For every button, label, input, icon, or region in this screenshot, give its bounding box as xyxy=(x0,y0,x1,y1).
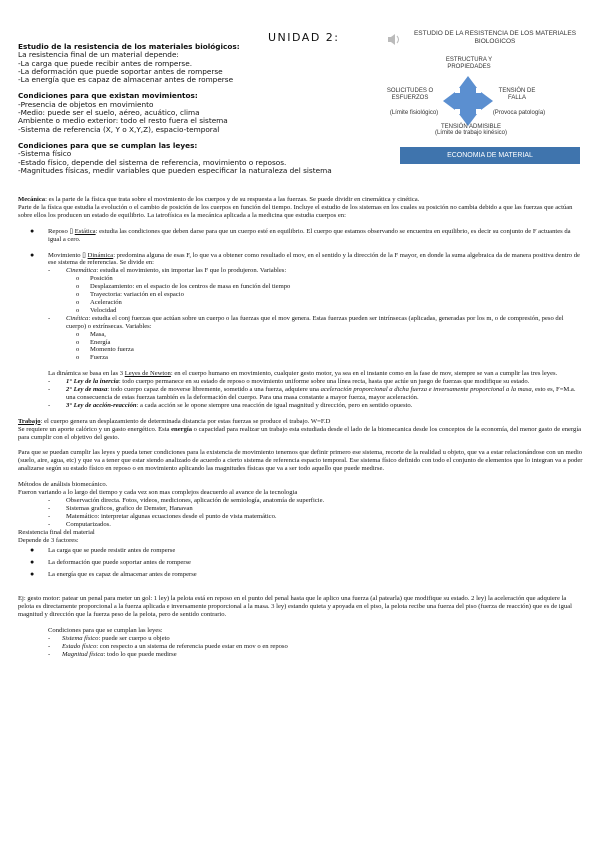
notes-line: -Sistema de referencia (X, Y o X,Y,Z), espacio-temporal xyxy=(18,124,220,134)
list-item: - Estado físico: con respecto a un sistema de referencia puede estar en mov o en reposo xyxy=(48,642,288,650)
top-left-notes xyxy=(18,43,378,183)
notes-heading: Estudio de la resistencia de los materiales biológicos: xyxy=(18,42,240,51)
paragraph-sistema: Para que se puedan cumplir las leyes y pueda tener condiciones para la existencia de movimiento tenemos que definir primero ese sistema, recorte de la realidad u objeto, que va a estar relacionándose con un medio (suelo, aire, agua, etc) y que va a tener que estar siendo analizado de acuerdo a cierto sistema de referencia espacio temporal. Ese sistema físico definido con todo el conjunto de elementos que lo integran va a poder analizarse según su estado físico en reposo o en movimiento aplicando las magnitudes físicas que va a ser todo aquello que puede medirse. xyxy=(18,449,583,473)
notes-line: -Sistema físico xyxy=(18,149,72,159)
diagram-left-label: SOLICITUDES O ESFUERZOS xyxy=(386,88,434,101)
list-item: - Sistema físico: puede ser cuerpo u objeto xyxy=(48,634,170,642)
list-item: o Velocidad xyxy=(76,306,117,314)
unit-title: UNIDAD 2: xyxy=(268,31,340,44)
list-item-law-3: - 3° Ley de acción-reacción: a cada acción se le opone siempre una reacción de igual magnitud y dirección, pero en sentido opuesto. xyxy=(48,401,413,409)
paragraph-mecanica-2: Parte de la física que estudia la evolución o el cambio de posición de los cuerpos en función del tiempo. Incluye el estudio de los sistemas en los cuales su posición no cambia debido a que las fuerzas que actúan sobre ellos los producen un estado de equilibrio. La iatrofísica es la mecánica aplicada a la medicina que estudia cuerpos en: xyxy=(18,203,573,219)
list-item: - Magnitud física: todo lo que puede medirse xyxy=(48,650,177,658)
notes-line: -La carga que puede recibir antes de romperse. xyxy=(18,58,193,68)
metodos-title: Métodos de análisis biomecánico. xyxy=(18,481,108,489)
paragraph-energia: Se requiere un aporte calórico y un gasto energético. Esta energía o capacidad para realizar un trabajo esta estudiada desde el lado de la biomecanica desde los conceptos de la economía, del menor gasto de energía para cumplir con el objetivo del gesto. xyxy=(18,425,582,441)
list-item-cinetica: - Cinética: estudia el conj fuerzas que actúan sobre un cuerpo o las fuerzas que el mov genera. Estas fuerzas pueden ser intrínsecas (aplicadas, generadas por los m, o de compresión, peso del cuerpo) o extrínsecas. Variables: xyxy=(48,314,564,330)
list-item: ● La energía que es capaz de almacenar antes de romperse xyxy=(30,570,197,579)
notes-block-movimientos xyxy=(18,92,378,133)
bullet-icon: ● xyxy=(30,558,35,567)
speaker-icon xyxy=(388,34,399,45)
term: Mecánica xyxy=(18,196,46,203)
bullet-icon: ● xyxy=(30,546,35,555)
list-item: - Sistemas graficos, grafico de Demster, Hanavan xyxy=(48,504,193,512)
list-item-reposo: ● Reposo ▯ Estática: estudia las condiciones que deben darse para que un cuerpo esté en equilibrio. El cuerpo que estamos observando se encuentra en equilibrio, es decir su conjunto de F actuantes da igual a cero. xyxy=(30,226,571,243)
list-item-law-2: - 2° Ley de masa: todo cuerpo capaz de moverse libremente, sometido a una fuerza, adquiere una aceleración proporcional a dicha fuerza e inversamente proporcional a la masa, esto es, F=M.a. una consecuencia de estas fuerzas también es la deformación del cuerpo. Para una masa constante a mayor fuerza, mayor aceleración. xyxy=(48,386,576,401)
paragraph-mecanica: Mecánica: es la parte de la física que trata sobre el movimiento de los cuerpos y de su respuesta a las fuerzas. Se puede dividir en cinemática y cinética. xyxy=(18,196,420,203)
notes-line: -Estado físico, depende del sistema de referencia, movimiento o reposos. xyxy=(18,157,287,167)
paragraph-trabajo: Trabajo: el cuerpo genera un desplazamiento de determinada distancia por estas fuerzas se produce el trabajo. W=F.D xyxy=(18,417,331,425)
notes-line: -La deformación que puede soportar antes de romperse xyxy=(18,66,223,76)
diagram-title: ESTUDIO DE LA RESISTENCIA DE LOS MATERIALES BIOLOGICOS xyxy=(413,30,577,45)
cross-arrows-icon xyxy=(443,76,493,126)
notes-block-resistencia xyxy=(18,43,378,84)
list-item: o Energía xyxy=(76,338,111,346)
paragraph-newton: La dinámica se basa en las 3 Leyes de Newton: en el cuerpo humano en movimiento, cualquier gesto motor, ya sea en el instante como en la fase de mov, siempre se van a cumplir las tres leyes. xyxy=(48,370,558,378)
resistencia-title: Resistencia final del material xyxy=(18,528,95,536)
main-text xyxy=(18,196,584,659)
list-item: o Fuerza xyxy=(76,354,108,362)
list-item-law-1: - 1° Ley de la inercia: todo cuerpo permanece en su estado de reposo o movimiento uniforme sobre una línea recta, hasta que actúe un juego de fuerzas que modifique su estado. xyxy=(48,378,530,386)
diagram-right-note: (Provoca patología) xyxy=(492,110,546,116)
notes-line: Ambiente o medio exterior: todo el resto fuera el sistema xyxy=(18,116,228,126)
list-item: - Computarizados. xyxy=(48,520,111,528)
diagram-top-label: ESTRUCTURA Y PROPIEDADES xyxy=(445,57,493,70)
notes-line: -Magnitudes físicas, medir variables que pueden especificar la naturaleza del sistema xyxy=(18,165,332,175)
diagram-left-note: (Límite fisiológico) xyxy=(389,110,439,116)
metodos-intro: Fueron variando a lo largo del tiempo y cada vez son mas complejos deacuerdo al avance de la tecnologia xyxy=(18,489,298,497)
list-item: o Momento fuerza xyxy=(76,346,134,354)
bullet-icon: ● xyxy=(30,226,35,235)
list-item: o Trayectoria: variación en el espacio xyxy=(76,291,184,299)
notes-line: La resistencia final de un material depende: xyxy=(18,50,179,60)
diagram-right-label: TENSIÓN DE FALLA xyxy=(498,88,536,101)
list-item: o Aceleración xyxy=(76,298,122,306)
paragraph-ejemplo: Ej: gesto motor: patear un penal para meter un gol: 1 ley) la pelota está en reposo en el punto del penal hasta que le aplico una fuerza (al patearla) que modifique su estado. 2 ley) la aceleración que adquiere la pelota es directamente proporcional a la fuerza aplicada e inversamente proporcional a la masa. 3 ley) estando quieta y apoyada en el piso, la pelota recibe una fuerza del piso (fuerza de reacción) que es de igual magnitud y dirección que la fuerza peso de la pelota, pero de sentido contrario. xyxy=(18,595,572,618)
box-icon: ▯ xyxy=(69,227,74,235)
notes-block-leyes xyxy=(18,142,378,175)
resistance-diagram xyxy=(370,24,592,164)
notes-line: -Medio: puede ser el suelo, aéreo, acuático, clima xyxy=(18,108,200,118)
list-item: o Desplazamiento: en el espacio de los centros de masa en función del tiempo xyxy=(76,283,291,291)
diagram-bottom-label: TENSIÓN ADMISIBLE xyxy=(440,124,501,130)
diagram-bottom-note: (Límite de trabajo kinésico) xyxy=(434,130,508,136)
list-item: o Masa, xyxy=(76,330,106,338)
list-item: - Observación directa. Fotos, videos, mediciones, aplicación de semiología, anatomía de superficie. xyxy=(48,497,325,504)
resistencia-intro: Depende de 3 factores: xyxy=(18,536,79,544)
list-item: - Matemático: interpretar algunas ecuaciones desde el punto de vista matemático. xyxy=(48,512,277,520)
notes-line: -Presencia de objetos en movimiento xyxy=(18,99,154,109)
list-item-cinematica: - Cinemática: estudia el movimiento, sin importar las F que lo produjeron. Variables: xyxy=(48,267,287,275)
bullet-icon: ● xyxy=(30,250,35,259)
condiciones-title: Condiciones para que se cumplan las leyes: xyxy=(48,626,163,634)
notes-line: -La energía que es capaz de almacenar antes de romperse xyxy=(18,75,234,85)
list-item: ● La deformación que puede soportar antes de romperse xyxy=(30,558,191,567)
notes-heading: Condiciones para que se cumplan las leyes: xyxy=(18,140,198,150)
box-icon: ▯ xyxy=(82,251,86,259)
notes-heading: Condiciones para que existan movimientos: xyxy=(18,91,198,101)
diagram-banner: ECONOMIA DE MATERIAL xyxy=(400,147,580,164)
bullet-icon: ● xyxy=(30,570,35,579)
list-item-movimiento: ● Movimiento ▯ Dinámica: predomina alguna de esas F, lo que va a obtener como resultado el mov, en el sentido y la dirección de la F mayor, en donde la suma algebraica da de manera positiva dentro de ese sistema de referencias. Se divide en: xyxy=(30,250,580,267)
list-item: ● La carga que se puede resistir antes de romperse xyxy=(30,546,176,555)
list-item: o Posición xyxy=(76,275,113,283)
